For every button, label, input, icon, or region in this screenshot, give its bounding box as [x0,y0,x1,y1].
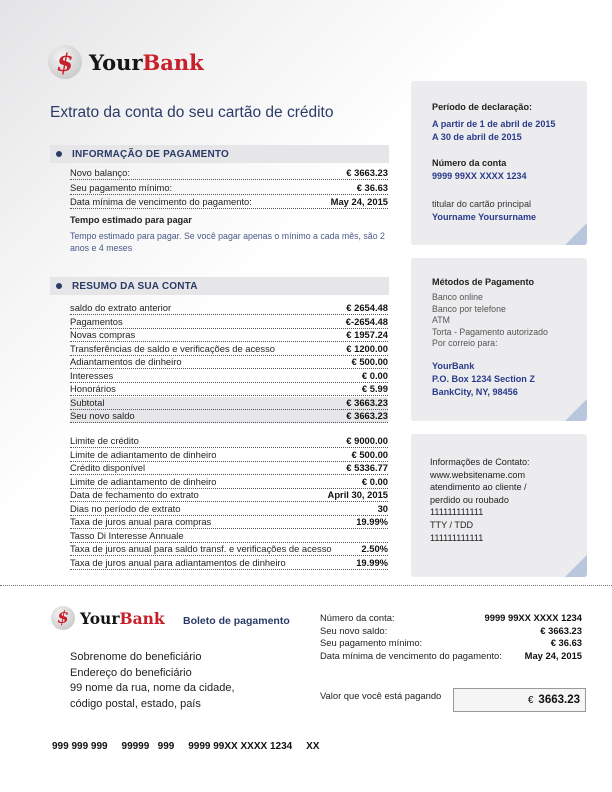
contact-panel [411,434,587,577]
coupon-bank-logo [51,606,165,630]
row-label: Data mínima de vencimento do pagamento: [320,649,502,661]
statement-row [70,329,388,342]
contact-line: Informações de Contato: [430,457,530,467]
payment-info-header: INFORMAÇÃO DE PAGAMENTO [50,145,389,163]
page-title: Extrato da conta do seu cartão de crédito [50,104,334,121]
payment-methods-label: Métodos de Pagamento [432,277,535,287]
statement-row [70,397,388,410]
row-value: € 1957.24 [346,329,388,341]
statement-row [70,462,388,475]
row-value: May 24, 2015 [330,196,388,208]
row-label: Seu pagamento mínimo: [70,181,173,193]
row-label: Limite de adiantamento de dinheiro [70,475,217,487]
coupon-row [320,625,582,637]
row-value: € 500.00 [351,356,388,368]
row-label: saldo do extrato anterior [70,302,172,314]
contact-line: TTY / TDD [430,520,474,530]
row-value: € 5336.77 [346,462,388,474]
row-label: Taxa de juros anual para saldo transf. e verificações de acesso [70,543,332,555]
mailing-address-line: YourBank [432,361,475,371]
row-value: € 36.63 [356,181,388,193]
payment-method-item: Por correio para: [432,338,498,349]
statement-row [70,530,388,543]
row-value: 19.99% [356,516,388,528]
row-label: Tasso Di Interesse Annuale [70,529,184,541]
bullet-icon [56,151,62,157]
row-label: Limite de crédito [70,435,139,447]
statement-row [70,410,388,423]
row-label: Novo balanço: [70,167,130,179]
row-label: Limite de adiantamento de dinheiro [70,448,217,460]
statement-row [70,476,388,489]
row-value: € 3663.23 [540,624,582,636]
payment-method-item: Torta - Pagamento autorizado [432,326,548,337]
contact-line: perdido ou roubado [430,494,509,505]
statement-row [70,489,388,502]
contact-line: 111111111111 [430,507,484,518]
coupon-row [320,612,582,624]
mailing-address-line: BankCity, NY, 98456 [432,387,518,397]
holder-label: titular do cartão principal [432,199,532,209]
row-value: 2.50% [361,543,388,555]
row-label: Transferências de saldo e verificações de acesso [70,342,275,354]
panel-corner-fold [565,223,587,245]
address-line: Endereço do beneficiário [70,666,192,679]
row-value: € 36.63 [550,637,582,648]
row-label: Seu novo saldo [70,410,135,422]
row-label: Número da conta: [320,612,395,623]
beneficiary-address [70,650,235,712]
row-value: €-2654.48 [345,315,388,327]
row-value: € 2654.48 [346,302,388,314]
row-label: Adiantamentos de dinheiro [70,356,182,368]
row-label: Pagamentos [70,315,123,327]
row-value: € 3663.23 [346,396,388,408]
row-value: € 0.00 [361,369,388,381]
row-label: Crédito disponível [70,462,146,474]
payment-method-item: ATM [432,315,450,326]
statement-row [70,435,388,448]
micr-line: 999 999 999 99999 999 9999 99XX XXXX 1234 XX [52,741,320,752]
statement-row [70,449,388,462]
address-line: 99 nome da rua, nome da cidade, [70,682,235,694]
panel-corner-fold [565,555,587,577]
paying-label: Valor que você está pagando [320,690,442,701]
row-value: € 1200.00 [346,342,388,354]
row-value: € 0.00 [361,475,388,487]
row-label: Data mínima de vencimento do pagamento: [70,196,252,208]
paying-amount-field[interactable]: € 3663.23 [453,688,586,712]
statement-row [70,316,388,329]
contact-line: atendimento ao cliente / [430,482,527,493]
row-value: 30 [377,502,388,514]
row-label: Dias no período de extrato [70,502,181,514]
payment-methods-panel [411,258,587,421]
bullet-icon [56,283,62,289]
contact-line: www.websitename.com [430,469,526,480]
statement-row [70,543,388,556]
panel-corner-fold [565,399,587,421]
address-line: Sobrenome do beneficiário [70,651,202,663]
contact-line: 111111111111 [430,532,484,543]
row-value: April 30, 2015 [327,489,388,501]
row-value: € 5.99 [361,383,388,395]
holder-name: Yourname Yoursurname [432,212,537,222]
row-label: Subtotal [70,396,105,408]
statement-row [70,182,388,195]
row-label: Data de fechamento do extrato [70,489,199,501]
statement-row [70,557,388,570]
row-value: € 3663.23 [346,167,388,179]
payment-method-item: Banco online [432,292,483,302]
statement-row [70,196,388,209]
statement-row [70,356,388,369]
bank-name: YourBank [89,49,204,75]
row-label: Honorários [70,383,116,395]
summary-header: RESUMO DA SUA CONTA [50,277,389,295]
row-value: € 9000.00 [346,435,388,447]
row-label: Seu novo saldo: [320,624,388,636]
row-label: Seu pagamento mínimo: [320,637,423,648]
dollar-logo-icon: $ [51,606,75,630]
coupon-bank-name: YourBank [80,608,165,628]
statement-row [70,503,388,516]
period-label: Período de declaração: [432,102,533,112]
row-label: Novas compras [70,329,136,341]
statement-row [70,516,388,529]
row-value: € 3663.23 [346,410,388,422]
statement-row [70,167,388,180]
coupon-title: Boleto de pagamento [183,615,290,627]
bank-logo [48,45,204,79]
dollar-logo-icon: $ [48,45,82,79]
account-label: Número da conta [432,158,507,168]
estimate-heading: Tempo estimado para pagar [70,215,192,225]
payment-method-item: Banco por telefone [432,303,506,314]
row-label: Interesses [70,369,114,381]
statement-row [70,383,388,396]
address-line: código postal, estado, país [70,697,201,710]
period-from: A partir de 1 de abril de 2015 [432,119,556,129]
estimate-text: Tempo estimado para pagar. Se você pagar apenas o mínimo a cada mês, são 2 anos e 4 meses [70,231,385,253]
account-number: 9999 99XX XXXX 1234 [432,171,527,181]
row-value: 19.99% [356,556,388,568]
coupon-row [320,650,582,662]
coupon-row [320,637,582,649]
mailing-address-line: P.O. Box 1234 Section Z [432,374,535,384]
row-value: May 24, 2015 [524,649,582,661]
statement-row [70,302,388,315]
tear-off-line [0,585,612,586]
row-label: Taxa de juros anual para adiantamentos de dinheiro [70,556,286,568]
statement-row [70,343,388,356]
period-to: A 30 de abril de 2015 [432,132,522,142]
row-label: Taxa de juros anual para compras [70,516,212,528]
statement-row [70,370,388,383]
statement-info-panel [411,81,587,245]
row-value: 9999 99XX XXXX 1234 [484,612,582,623]
row-value: € 500.00 [351,448,388,460]
